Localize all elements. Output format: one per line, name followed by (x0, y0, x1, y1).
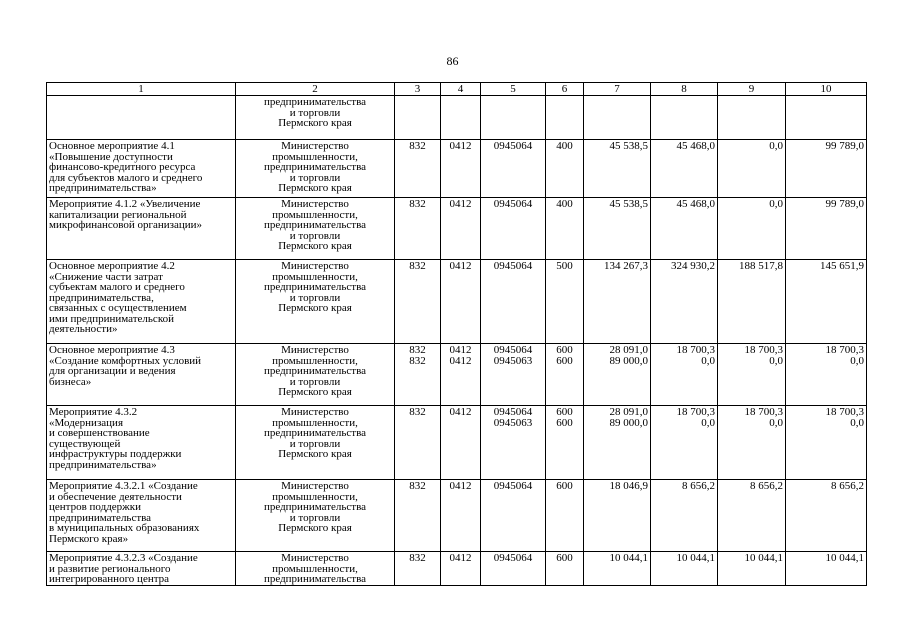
section-cell (441, 198, 481, 260)
amount-cell (718, 406, 786, 480)
cell-text: 10 044,1 (676, 552, 715, 564)
amount-cell (584, 480, 651, 552)
amount-cell (651, 480, 718, 552)
column-header: 3 (395, 83, 441, 96)
cell-text: 0945064 (493, 552, 533, 564)
cell-text: 18 700,3 0,0 (676, 344, 715, 367)
cell-text: 832 (409, 198, 426, 210)
amount-cell (584, 140, 651, 198)
code-cell (395, 552, 441, 586)
table-row (47, 552, 867, 586)
cell-text: 0945064 (493, 198, 533, 210)
cell-text: 188 517,8 (739, 260, 783, 272)
cell-text: 324 930,2 (671, 260, 715, 272)
target-article-cell (481, 96, 546, 140)
cell-text: Мероприятие 4.3.2 «Модернизация и совершенствование существующей инфраструктуры поддержки предпринимательства» (49, 406, 182, 471)
amount-cell (651, 96, 718, 140)
table-row (47, 96, 867, 140)
amount-cell (786, 480, 867, 552)
cell-text: 832 (409, 552, 426, 564)
code-cell (395, 480, 441, 552)
cell-text: Министерство промышленности, предпринимательства и торговли Пермского края (263, 406, 367, 460)
cell-text: 18 700,3 0,0 (825, 344, 864, 367)
cell-text: 45 468,0 (676, 198, 715, 210)
cell-text: Мероприятие 4.3.2.3 «Создание и развитие регионального интегрированного центра (49, 552, 198, 585)
amount-cell (584, 552, 651, 586)
expense-type-cell (546, 260, 584, 344)
cell-text: предпринимательства и торговли Пермского края (263, 96, 367, 129)
amount-cell (584, 406, 651, 480)
cell-text: 600 600 (556, 406, 573, 429)
expense-type-cell (546, 140, 584, 198)
executor-cell (236, 552, 395, 586)
amount-cell (584, 198, 651, 260)
cell-text: Основное мероприятие 4.3 «Создание комфортных условий для организации и ведения бизнеса» (49, 344, 202, 388)
measure-name-cell (47, 552, 236, 586)
cell-text: 0412 (449, 480, 472, 492)
cell-text: Мероприятие 4.1.2 «Увеличение капитализации региональной микрофинансовой организации» (49, 198, 203, 231)
section-cell (441, 96, 481, 140)
table-header-row (47, 83, 867, 96)
amount-cell (786, 140, 867, 198)
measure-name-cell (47, 260, 236, 344)
cell-text: 45 538,5 (609, 140, 648, 152)
measure-name-cell (47, 344, 236, 406)
amount-cell (786, 260, 867, 344)
column-header: 2 (236, 83, 395, 96)
amount-cell (651, 260, 718, 344)
cell-text: Основное мероприятие 4.2 «Снижение части затрат субъектам малого и среднего предпринимательства, связанных с осуществлением ими предпринимательской деятельности» (49, 260, 187, 335)
cell-text: 0945064 (493, 260, 533, 272)
cell-text: Основное мероприятие 4.1 «Повышение доступности финансово-кредитного ресурса для субъектов малого и среднего предпринимательства» (49, 140, 203, 194)
cell-text: 18 046,9 (609, 480, 648, 492)
cell-text: 600 (556, 552, 573, 564)
table-row (47, 344, 867, 406)
target-article-cell (481, 406, 546, 480)
expense-type-cell (546, 480, 584, 552)
amount-cell (786, 552, 867, 586)
executor-cell (236, 406, 395, 480)
section-cell (441, 140, 481, 198)
amount-cell (584, 344, 651, 406)
section-cell (441, 406, 481, 480)
target-article-cell (481, 344, 546, 406)
column-header: 5 (481, 83, 546, 96)
cell-text: Министерство промышленности, предпринимательства и торговли Пермского края (263, 140, 367, 194)
cell-text: 0412 (449, 198, 472, 210)
cell-text: 0945064 (493, 480, 533, 492)
amount-cell (718, 552, 786, 586)
cell-text: Министерство промышленности, предпринимательства и торговли Пермского края (263, 480, 367, 534)
cell-text: 0412 0412 (449, 344, 472, 367)
amount-cell (786, 198, 867, 260)
column-header: 6 (546, 83, 584, 96)
measure-name-cell (47, 140, 236, 198)
cell-text: Мероприятие 4.3.2.1 «Создание и обеспечение деятельности центров поддержки предпринимательства в муниципальных образованиях Пермского края» (49, 480, 200, 545)
expense-type-cell (546, 96, 584, 140)
column-header: 10 (786, 83, 867, 96)
cell-text: 8 656,2 (750, 480, 783, 492)
cell-text: 0412 (449, 406, 472, 418)
expense-type-cell (546, 198, 584, 260)
cell-text: 10 044,1 (609, 552, 648, 564)
target-article-cell (481, 198, 546, 260)
amount-cell (786, 344, 867, 406)
page-number: 86 (446, 54, 459, 68)
column-header: 7 (584, 83, 651, 96)
cell-text: Министерство промышленности, предпринимательства (263, 552, 367, 585)
amount-cell (718, 96, 786, 140)
cell-text: 8 656,2 (682, 480, 715, 492)
cell-text: 0945064 0945063 (493, 406, 533, 429)
amount-cell (786, 406, 867, 480)
executor-cell (236, 260, 395, 344)
amount-cell (651, 140, 718, 198)
code-cell (395, 260, 441, 344)
executor-cell (236, 344, 395, 406)
column-header: 4 (441, 83, 481, 96)
amount-cell (786, 96, 867, 140)
cell-text: 0,0 (769, 140, 783, 152)
expense-type-cell (546, 344, 584, 406)
cell-text: 99 789,0 (825, 140, 864, 152)
cell-text: 18 700,3 0,0 (744, 406, 783, 429)
executor-cell (236, 198, 395, 260)
table-row (47, 198, 867, 260)
code-cell (395, 96, 441, 140)
amount-cell (651, 406, 718, 480)
cell-text: 600 600 (556, 344, 573, 367)
cell-text: 145 651,9 (820, 260, 864, 272)
cell-text: Министерство промышленности, предпринимательства и торговли Пермского края (263, 260, 367, 314)
amount-cell (718, 198, 786, 260)
table-row (47, 260, 867, 344)
cell-text: 0945064 (493, 140, 533, 152)
section-cell (441, 480, 481, 552)
expense-type-cell (546, 552, 584, 586)
cell-text: 18 700,3 0,0 (825, 406, 864, 429)
amount-cell (584, 260, 651, 344)
cell-text: 832 832 (409, 344, 426, 367)
target-article-cell (481, 260, 546, 344)
cell-text: 45 538,5 (609, 198, 648, 210)
executor-cell (236, 96, 395, 140)
expense-type-cell (546, 406, 584, 480)
amount-cell (718, 480, 786, 552)
target-article-cell (481, 140, 546, 198)
cell-text: 8 656,2 (831, 480, 864, 492)
code-cell (395, 140, 441, 198)
cell-text: 0945064 0945063 (493, 344, 533, 367)
cell-text: Министерство промышленности, предпринимательства и торговли Пермского края (263, 344, 367, 398)
section-cell (441, 260, 481, 344)
table-row (47, 480, 867, 552)
cell-text: 400 (556, 140, 573, 152)
code-cell (395, 344, 441, 406)
measure-name-cell (47, 96, 236, 140)
cell-text: 832 (409, 406, 426, 418)
cell-text: 0412 (449, 260, 472, 272)
cell-text: 28 091,0 89 000,0 (609, 344, 648, 367)
amount-cell (651, 344, 718, 406)
cell-text: 832 (409, 140, 426, 152)
cell-text: 600 (556, 480, 573, 492)
amount-cell (718, 344, 786, 406)
cell-text: 832 (409, 260, 426, 272)
table-row (47, 406, 867, 480)
executor-cell (236, 140, 395, 198)
cell-text: 18 700,3 0,0 (744, 344, 783, 367)
amount-cell (584, 96, 651, 140)
cell-text: 400 (556, 198, 573, 210)
cell-text: 28 091,0 89 000,0 (609, 406, 648, 429)
target-article-cell (481, 552, 546, 586)
cell-text: 0412 (449, 552, 472, 564)
column-header: 1 (47, 83, 236, 96)
cell-text: 832 (409, 480, 426, 492)
table-row (47, 140, 867, 198)
code-cell (395, 198, 441, 260)
measure-name-cell (47, 406, 236, 480)
executor-cell (236, 480, 395, 552)
cell-text: Министерство промышленности, предпринимательства и торговли Пермского края (263, 198, 367, 252)
cell-text: 10 044,1 (744, 552, 783, 564)
section-cell (441, 344, 481, 406)
section-cell (441, 552, 481, 586)
cell-text: 99 789,0 (825, 198, 864, 210)
cell-text: 45 468,0 (676, 140, 715, 152)
amount-cell (718, 260, 786, 344)
measure-name-cell (47, 198, 236, 260)
cell-text: 18 700,3 0,0 (676, 406, 715, 429)
cell-text: 0,0 (769, 198, 783, 210)
cell-text: 500 (556, 260, 573, 272)
cell-text: 134 267,3 (604, 260, 648, 272)
amount-cell (651, 198, 718, 260)
cell-text: 10 044,1 (825, 552, 864, 564)
target-article-cell (481, 480, 546, 552)
amount-cell (651, 552, 718, 586)
cell-text: 0412 (449, 140, 472, 152)
code-cell (395, 406, 441, 480)
amount-cell (718, 140, 786, 198)
measure-name-cell (47, 480, 236, 552)
budget-table (46, 82, 867, 586)
column-header: 8 (651, 83, 718, 96)
column-header: 9 (718, 83, 786, 96)
